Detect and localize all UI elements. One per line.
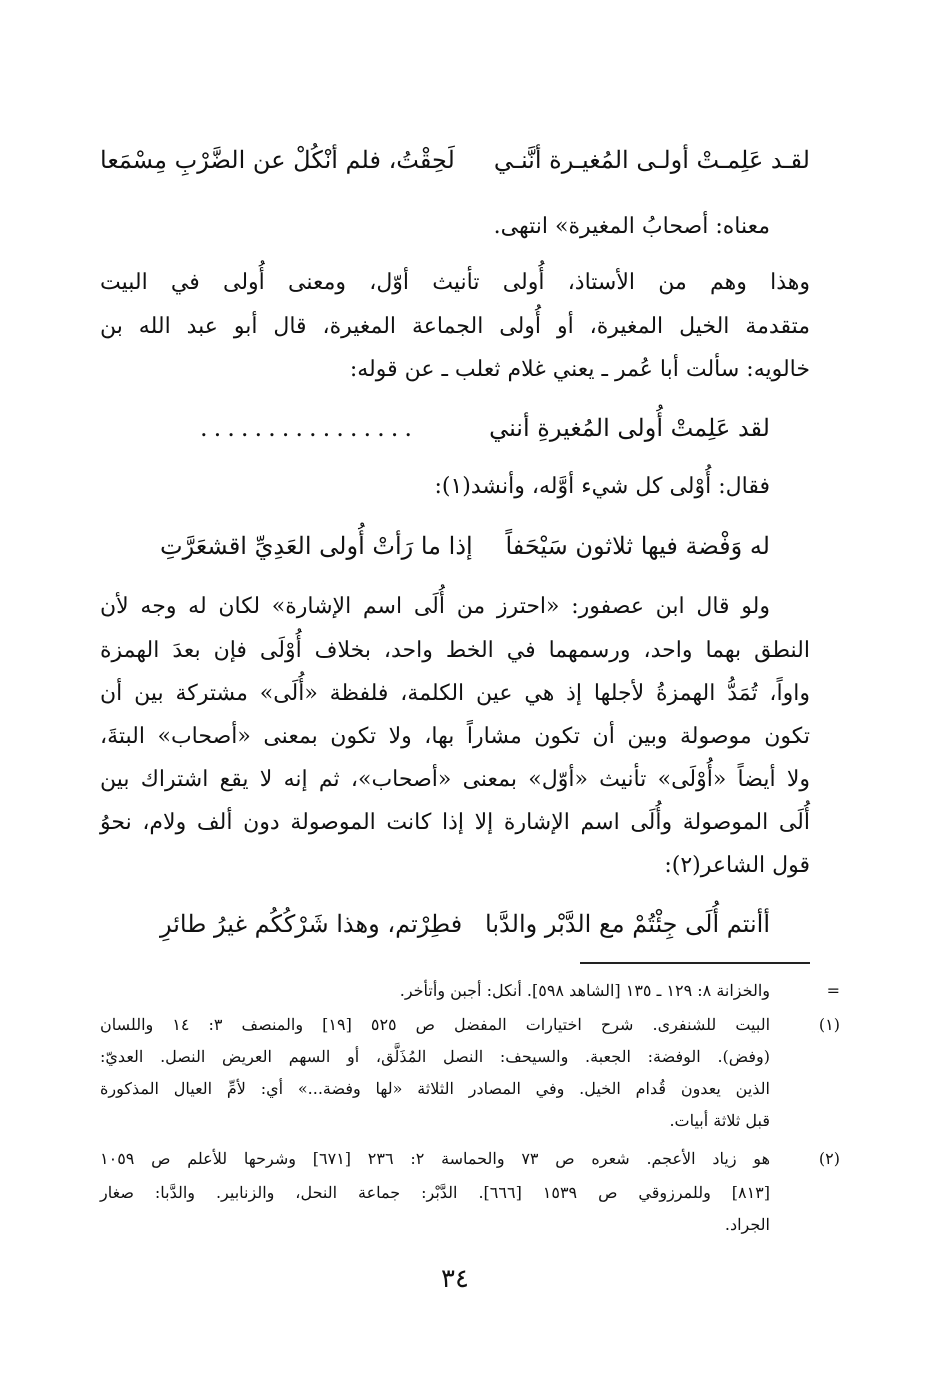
verse-3-second-hemistich: إذا ما رَأتْ أُولى العَدِيِّ اقشعَرَّتِ	[160, 532, 473, 560]
verse-1-second-hemistich: لَحِقْتُ، فلم أنْكُلْ عن الضَّرْبِ مِسْمَعا	[100, 146, 455, 174]
text-line: النطق بهما واحد، ورسمهما في الخط واحد، بخلاف أُوْلَى فإن بعدَ الهمزة	[100, 638, 810, 663]
text-line: فقال: أُوْلى كل شيء أوَّله، وأنشد(١):	[434, 474, 770, 499]
footnote-1	[100, 1012, 840, 1038]
footnote-line: هو زياد الأعجم. شعره ص ٧٣ والحماسة ٢: ٢٣٦ [٦٧١] وشرحها للأعلم ص ١٠٥٩	[100, 1149, 771, 1168]
footnote-line: قبل ثلاثة أبيات.	[669, 1111, 770, 1130]
verse-3-first-hemistich: له وَفْضة فيها ثلاثون سَيْحَفاً	[505, 532, 770, 560]
text-line: أُلَى الموصولة وأُلَى اسم الإشارة إلا إذا كانت الموصولة دون ألف ولام، نحوُ	[100, 810, 810, 835]
verse-1	[100, 140, 810, 180]
document-page	[100, 0, 840, 1380]
footnote-divider	[580, 962, 810, 964]
verse-2-first-hemistich: لقد عَلِمتْ أُولى المُغيرةِ أنني	[489, 414, 770, 442]
verse-2-elided-hemistich: ................	[200, 414, 419, 442]
verse-3	[160, 526, 770, 566]
page-number: ٣٤	[441, 1264, 469, 1294]
text-line: وهذا وهم من الأستاذ، أُولى تأنيث أوّل، ومعنى أُولى في البيت	[100, 270, 810, 295]
verse-2	[200, 408, 770, 448]
footnote-marker: (٢)	[818, 1149, 840, 1168]
text-line: واواً، تُمَدُّ الهمزةُ لأجلها إذ هي عين الكلمة، فلفظة «أُلَى» مشتركة بين أن	[100, 681, 810, 706]
footnote-2	[100, 1146, 840, 1172]
footnote-line: [٨١٣] وللمرزوقي ص ١٥٣٩ [٦٦٦]. الدَّبْر: جماعة النحل، والزنابير. والدَّبا: صغار	[100, 1183, 771, 1202]
text-line: متقدمة الخيل المغيرة، أو أُولى الجماعة المغيرة، قال أبو عبد الله بن	[100, 314, 810, 339]
footnote-marker: =	[826, 981, 840, 1000]
text-line: ولو قال ابن عصفور: «احترز من أُلَى اسم الإشارة» لكان له وجه لأن	[100, 594, 770, 619]
footnote-line: البيت للشنفرى. شرح اختيارات المفضل ص ٥٢٥ [١٩] والمنصف ٣: ١٤ واللسان	[100, 1015, 771, 1034]
footnote-line: والخزانة ٨: ١٢٩ ـ ١٣٥ [الشاهد ٥٩٨]. أنكل: أجبن وأتأخر.	[399, 981, 770, 1000]
text-line: ولا أيضاً «أُوْلَى» تأنيث «أوّل» بمعنى «أصحاب»، ثم إنه لا يقع اشتراك بين	[100, 767, 810, 792]
verse-4-second-hemistich: فطِرْتم، وهذا شَرْكُكُم غيرُ طائرِ	[160, 910, 463, 938]
text-line: تكون موصولة وبين أن تكون مشاراً بها، ولا تكون بمعنى «أصحاب» البتةَ،	[100, 724, 810, 749]
footnote-line: الجراد.	[724, 1215, 770, 1234]
footnote-line: الذين يعدون قُدام الخيل. وفي المصادر الثلاثة «لها وفضة...» أي: لأمِّ العيال المذكورة	[100, 1079, 770, 1098]
verse-4-first-hemistich: أأنتم أُلَى جِئْتُمْ مع الدَّبْر والدَّبا	[485, 910, 770, 938]
text-line: معناه: أصحابُ المغيرة» انتهى.	[493, 214, 770, 239]
text-line: قول الشاعر(٢):	[664, 853, 810, 878]
verse-4	[160, 904, 770, 944]
footnote-marker: (١)	[818, 1015, 840, 1034]
text-line: خالويه: سألت أبا عُمر ـ يعني غلام ثعلب ـ عن قوله:	[349, 357, 810, 382]
footnote-continuation	[100, 978, 840, 1004]
verse-1-first-hemistich: لقـد عَلِمـتْ أولـى المُغيـرة أنَّنـي	[493, 146, 810, 174]
footnote-line: (وفض). الوفضة: الجعبة. والسيحف: النصل المُذَلَّق، أو السهم العريض النصل. العديّ:	[100, 1047, 770, 1066]
